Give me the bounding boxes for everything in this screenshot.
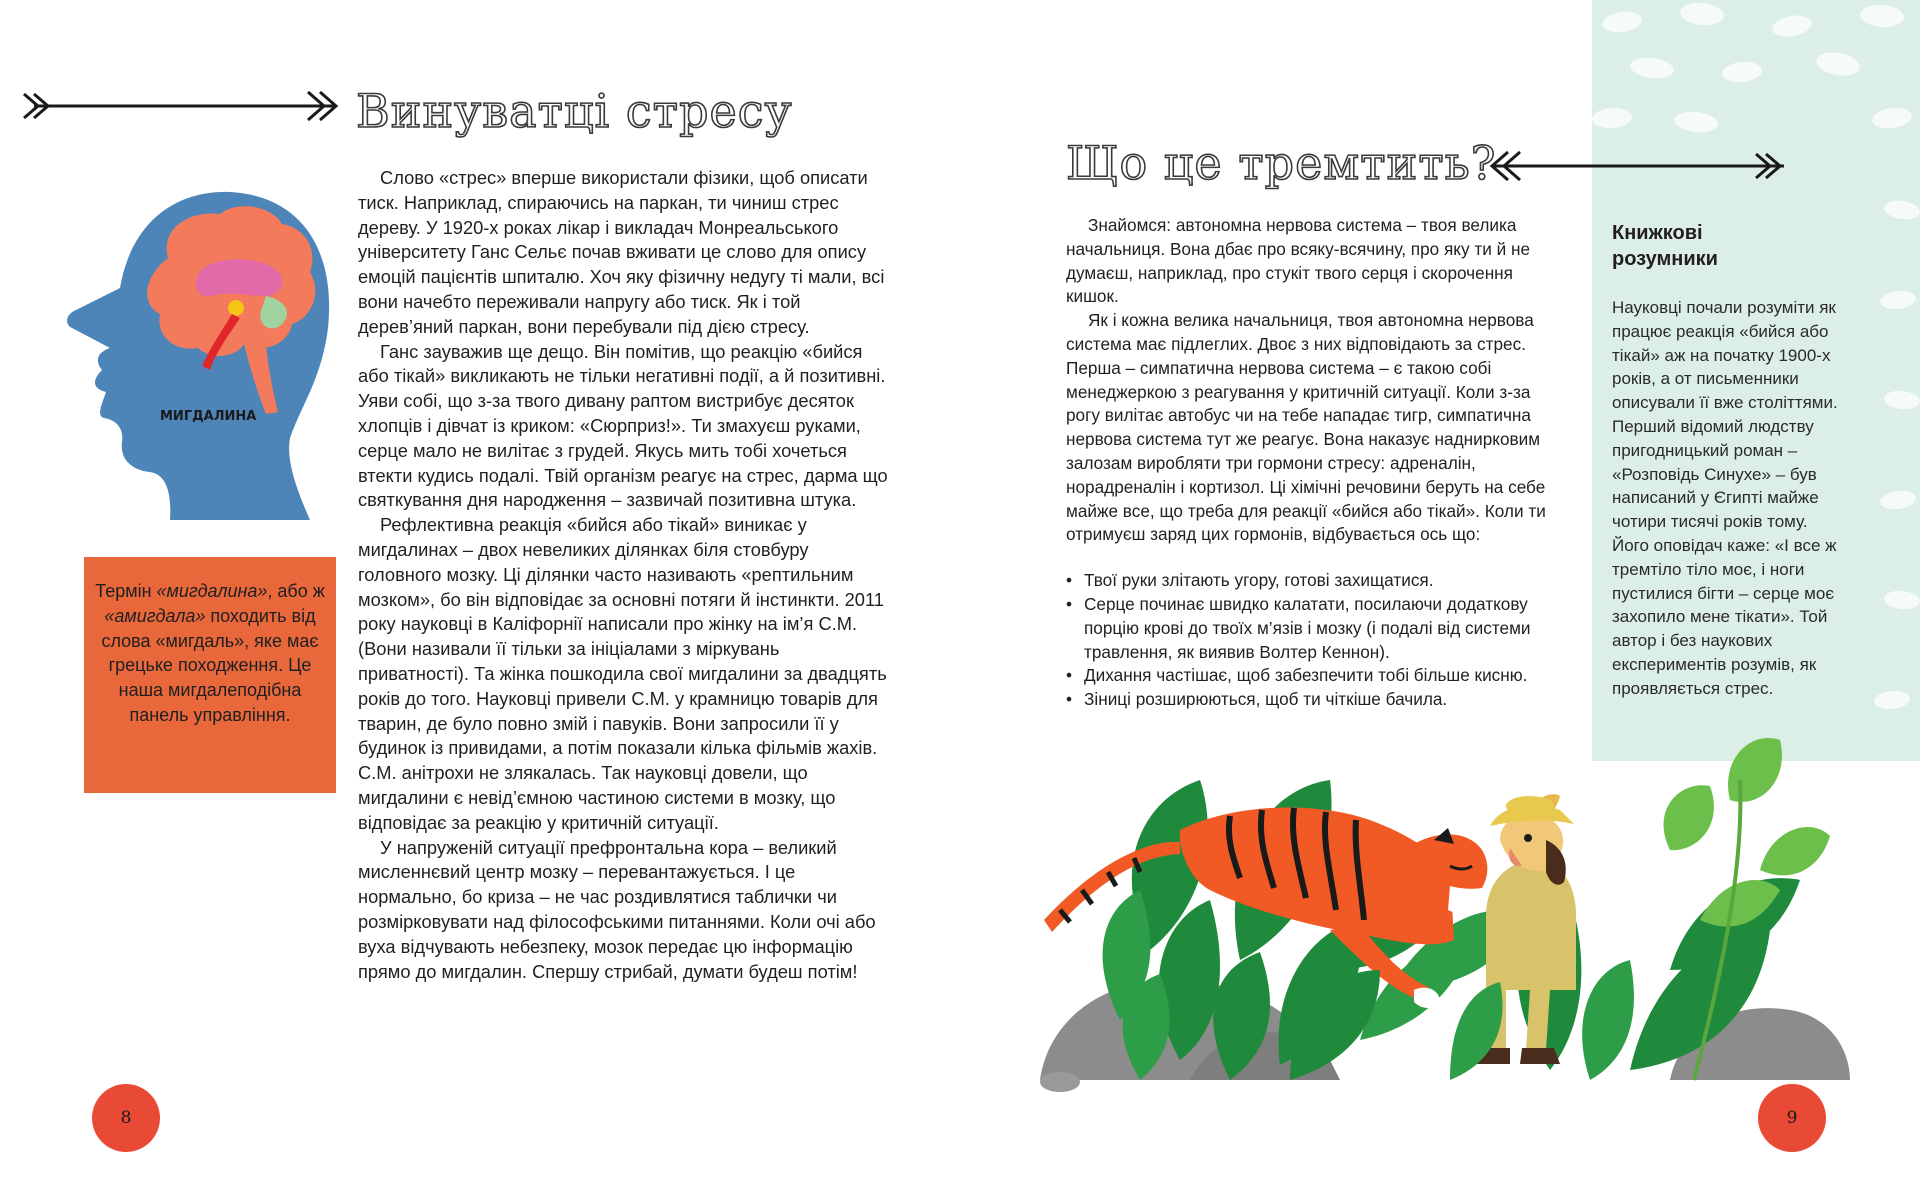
list-item: • Дихання частішає, щоб забезпечити тобі більше кисню. [1066,664,1566,688]
list-item: • Зіниці розширюються, щоб ти чіткіше бачила. [1066,688,1566,712]
hormone-effects-list [1066,569,1566,712]
left-paragraph: Рефлективна реакція «бийся або тікай» виникає у мигдалинах – двох невеликих ділянках біля стовбуру головного мозку. Ці ділянки часто називають «рептильним мозком», бо він відповідає за основні потяги й інстинкти. 2011 року науковці в Каліфорнії написали про жінку на ім’я С.М. (Вони називали її тільки за ініціалами з міркувань приватності). Та жінка пошкодила свої мигдалини за двадцять років до того. Науковці привели С.М. у крамницю товарів для тварин, де було повно змій і павуків. Вони запросили її у будинок із привидами, а потім показали кілька фільмів жахів. С.М. анітрохи не злякалась. Так науковці довели, що мигдалини є невід’ємною частиною системи в мозку, що відповідає за реакцію у критичній ситуації. [358,514,887,833]
sidebar-title: Книжкові розумники [1612,222,1718,270]
amygdala-note-box [84,557,336,793]
note-term-amygdala-ua: «мигдалина» [156,581,268,601]
sidebar-paragraph: Науковці почали розуміти як працює реакція «бийся або тікай» аж на початку 1900-х років, а от письменники описували її вже століттями. [1612,298,1838,413]
left-body-text [358,166,890,984]
page-heading-left: Винуватці стресу [356,84,793,138]
brain-head-illustration [60,188,340,528]
note-prefix: Термін [95,581,157,601]
sidebar-text [1612,296,1842,701]
list-item: • Твої руки злітають угору, готові захищатися. [1066,569,1566,593]
heading-arrow-right [1484,148,1790,184]
right-paragraph: Знайомся: автономна нервова система – твоя велика начальниця. Вона дбає про всяку-всячину, про яку ти й не думаєш, наприклад, про стукіт твого серця і скорочення кишок. [1066,215,1531,307]
right-paragraph: Як і кожна велика начальниця, твоя автономна нервова система має підлеглих. Двоє з них відповідають за стрес. Перша – симпатична нервова система – є такою собі менеджеркою з реагування у критичній ситуації. Коли з-за рогу вилітає автобус чи на тебе нападає тигр, симпатична нервова система тут же реагує. Вона наказує наднирковим залозам виробляти три гормони стресу: адреналін, норадреналін і кортизол. Ці хімічні речовини беруть на себе майже все, що треба для реакції «бийся або тікай». Коли ти отримуєш заряд цих гормонів, відбувається ось що: [1066,310,1546,545]
page-heading-right: Що це тремтить? [1066,136,1497,190]
left-paragraph: У напруженій ситуації префронтальна кора – великий мисленнєвий центр мозку – перевантажується. І це нормально, бо криза – не час роздивлятися таблички чи розмірковувати над філософськими питаннями. Коли очі або вуха відчувають небезпеку, мозок передає цю інформацію прямо до мигдалин. Спершу стрибай, думати будеш потім! [358,836,876,982]
left-paragraph: Ганс зауважив ще дещо. Він помітив, що реакцію «бийся або тікай» викликають не тільки негативні події, а й позитивні. Уяви собі, що з-за твого дивану раптом вистрибує десяток хлопців і дівчат із криком: «Сюрприз!». Ти змахуєш руками, серце мало не вилітає з грудей. Якусь мить тобі хочеться втекти кудись подалі. Твій організм реагує на стрес, дарма що святкування дня народження – зазвичай позитивна штука. [358,340,888,511]
brain-label: МИГДАЛИНА [160,409,257,424]
note-term-amygdala: «амигдала» [104,605,206,626]
heading-arrow-left [22,86,342,126]
jungle-tiger-illustration [1030,720,1860,1120]
note-suffix: походить від слова «мигдаль», яке має грецьке походження. Це наша мигдалеподібна панель управління. [101,605,319,725]
page-number-right: 9 [1758,1084,1826,1152]
left-paragraph: Слово «стрес» вперше використали фізики, щоб описати тиск. Наприклад, спираючись на паркан, ти чиниш стрес дереву. У 1920-х роках лікар і викладач Монреальського університету Ганс Сельє почав вживати це слово для опису емоцій пацієнтів шпиталю. Хоч яку фізичну недугу ті мали, всі вони начебто переживали напругу або тиск. Як і той дерев’яний паркан, вони перебували під дією стресу. [358,167,885,337]
list-item: • Серце починає швидко калатати, посилаючи додаткову порцію крові до твоїх м’язів і мозку (і подалі від системи травлення, як виявив Волтер Кеннон). [1066,593,1566,664]
page-number-left: 8 [92,1084,160,1152]
sidebar-paragraph: Перший відомий людству пригодницький роман – «Розповідь Синухе» – був написаний у Єгипті майже чотири тисячі років тому. Його оповідач каже: «І все ж тремтіло тіло моє, і ноги пустилися бігти – серце моє захопило мене тікати». Той автор і без наукових експериментів розумів, як проявляється стрес. [1612,416,1837,698]
note-middle: , або ж [267,581,325,601]
right-body-text [1066,214,1566,712]
